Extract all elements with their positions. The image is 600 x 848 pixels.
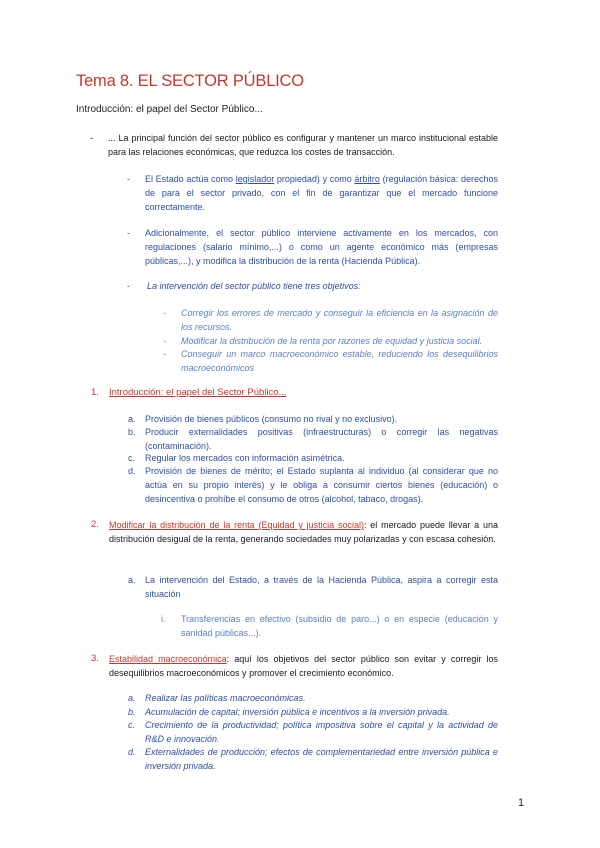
dash-bullet: -	[90, 133, 93, 143]
section3-text: : aquí los objetivos del sector público son evitar y corregir los desequilibrios macroeconómicos y promover el crecimiento económico.	[109, 654, 498, 678]
dash-bullet: -	[163, 308, 166, 318]
section-number: 1.	[91, 387, 99, 398]
list-item: Realizar las políticas macroeconómicas.	[145, 693, 306, 703]
section2-text: : el mercado puede llevar a una distribución desigual de la renta, generando sociedades muy polarizadas y con escasa cohesión.	[109, 520, 498, 544]
list-marker: a.	[128, 693, 136, 703]
section2-paragraph	[109, 518, 498, 546]
sub-point-text: propiedad) y como	[274, 174, 355, 184]
list-marker: b.	[128, 707, 136, 717]
dash-bullet: -	[127, 281, 130, 291]
arbitro-link: árbitro	[354, 174, 380, 184]
list-item: Regular los mercados con información asimétrica.	[145, 453, 345, 463]
list-item: Externalidades de producción; efectos de complementariedad entre inversión pública e inversión privada.	[145, 747, 498, 771]
list-marker: c.	[128, 720, 136, 730]
list-item: Transferencias en efectivo (subsidio de paro...) o en especie (educación y sanidad públicas...).	[181, 614, 498, 638]
list-marker: c.	[128, 453, 136, 463]
section-number: 2.	[91, 519, 99, 530]
section3-paragraph	[109, 652, 498, 680]
section3-heading: Estabilidad macroeconómica	[109, 654, 227, 664]
dash-bullet: -	[163, 336, 166, 346]
objective-item: Conseguir un marco macroeconómico estable, reduciendo los desequilibrios macroeconómicos	[181, 349, 498, 373]
list-item: La intervención del Estado, a través de la Hacienda Pública, aspira a corregir esta situación	[145, 575, 498, 599]
sub-point-objectives: La intervención del sector público tiene tres objetivos:	[147, 281, 361, 291]
list-item: Provisión de bienes de mérito; el Estado suplanta al individuo (al considerar que no actúa en su propio interés) y le obliga a consumir ciertos bienes (educación) o desincentiva o prohíbe el consumo de otros (alcohol, tabaco, drogas).	[145, 466, 498, 504]
legislador-link: legislador	[235, 174, 275, 184]
dash-bullet: -	[127, 174, 130, 184]
sub-point-intervention: Adicionalmente, el sector público interviene activamente en los mercados, con regulaciones (salario mínimo,...) o como un agente económico más (empresas públicas,...), y modifica la distribución de la renta (Hacienda Pública).	[145, 228, 498, 266]
section-number: 3.	[91, 653, 99, 664]
sub-point-text: (regulación básica: derechos de para el sector privado, con el fin de garantizar que el mercado funcione correctamente.	[145, 174, 498, 212]
sub-point-state-role	[145, 172, 498, 214]
list-item: Crecimiento de la productividad; política impositiva sobre el capital y la actividad de R&D e innovación.	[145, 720, 498, 744]
intro-line: Introducción: el papel del Sector Público...	[76, 104, 263, 115]
main-point: ... La principal función del sector público es configurar y mantener un marco institucional estable para las relaciones económicas, que reduzca los costes de transacción.	[108, 133, 498, 157]
list-marker: a.	[128, 575, 136, 585]
section1-heading: Introducción: el papel del Sector Público...	[109, 387, 287, 398]
list-marker: i.	[161, 614, 166, 624]
dash-bullet: -	[163, 349, 166, 359]
list-marker: d.	[128, 747, 136, 757]
objective-item: Corregir los errores de mercado y conseguir la eficiencia en la asignación de los recursos.	[181, 308, 498, 332]
list-marker: d.	[128, 466, 136, 476]
page-title: Tema 8. EL SECTOR PÚBLICO	[76, 72, 304, 90]
sub-point-text: El Estado actúa como	[145, 174, 236, 184]
list-item: Acumulación de capital; inversión pública e incentivos a la inversión privada.	[145, 707, 450, 717]
list-item: Provisión de bienes públicos (consumo no rival y no exclusivo).	[145, 414, 398, 424]
objective-item: Modificar la distribución de la renta por razones de equidad y justicia social.	[181, 336, 483, 346]
section2-heading: Modificar la distribución de la renta (Equidad y justicia social)	[109, 520, 364, 530]
dash-bullet: -	[127, 228, 130, 238]
page-number: 1	[518, 797, 525, 809]
list-marker: a.	[128, 414, 136, 424]
list-marker: b.	[128, 427, 136, 437]
list-item: Producir externalidades positivas (infraestructuras) o corregir las negativas (contaminación).	[145, 427, 498, 451]
